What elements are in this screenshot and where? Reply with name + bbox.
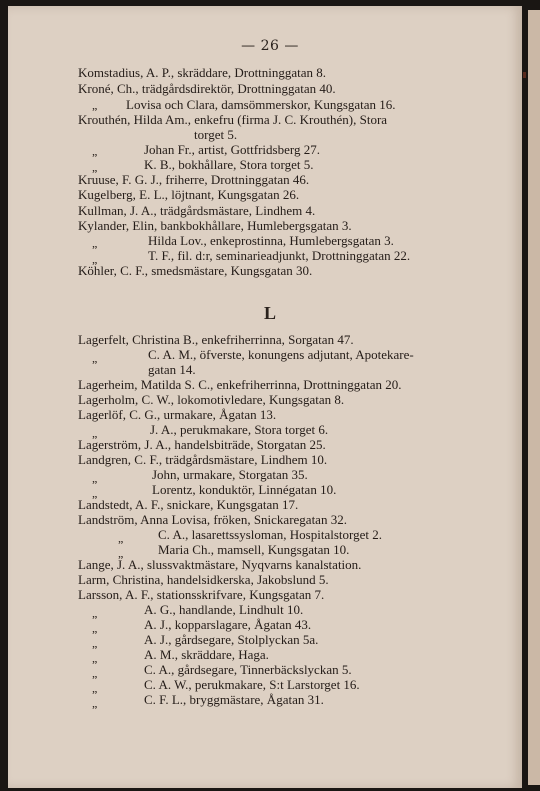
ditto-mark: „ xyxy=(92,252,98,266)
ditto-mark: „ xyxy=(92,696,98,710)
ditto-mark: „ xyxy=(92,351,98,365)
directory-entry: Kylander, Elin, bankbokhållare, Humlebergsgatan 3. xyxy=(78,218,352,233)
directory-entry: A. J., gårdsegare, Stolplyckan 5a. xyxy=(144,632,319,647)
ditto-mark: „ xyxy=(92,144,98,158)
directory-entry: J. A., perukmakare, Stora torget 6. xyxy=(150,422,329,437)
page-number: — 26 — xyxy=(241,38,299,54)
ditto-mark: „ xyxy=(92,606,98,620)
directory-entry: Krouthén, Hilda Am., enkefru (firma J. C. Krouthén), Stora xyxy=(78,112,388,127)
directory-entry: Lovisa och Clara, damsömmerskor, Kungsgatan 16. xyxy=(126,97,396,112)
adjacent-page-edge xyxy=(528,10,540,785)
directory-entry: Kroné, Ch., trädgårdsdirektör, Drottninggatan 40. xyxy=(78,81,336,96)
directory-entry: Lagerholm, C. W., lokomotivledare, Kungsgatan 8. xyxy=(78,392,345,407)
ditto-mark: „ xyxy=(118,531,124,545)
ditto-mark: „ xyxy=(92,471,98,485)
directory-entry: Hilda Lov., enkeprostinna, Humlebergsgatan 3. xyxy=(148,233,394,248)
ditto-mark: „ xyxy=(92,651,98,665)
directory-entry: A. M., skräddare, Haga. xyxy=(144,647,269,662)
directory-entry: T. F., fil. d:r, seminarieadjunkt, Drottninggatan 22. xyxy=(148,248,411,263)
ditto-mark: „ xyxy=(92,681,98,695)
directory-entry: C. A. W., perukmakare, S:t Larstorget 16. xyxy=(144,677,360,692)
directory-entry: Larm, Christina, handelsidkerska, Jakobslund 5. xyxy=(78,572,329,587)
directory-entry: C. F. L., bryggmästare, Ågatan 31. xyxy=(144,692,324,707)
directory-entry: C. A. M., öfverste, konungens adjutant, Apotekare- xyxy=(148,347,414,362)
ditto-mark: „ xyxy=(92,160,98,174)
directory-entry: Köhler, C. F., smedsmästare, Kungsgatan 30. xyxy=(78,263,313,278)
ditto-mark: „ xyxy=(118,546,124,560)
directory-entry: K. B., bokhållare, Stora torget 5. xyxy=(144,157,314,172)
directory-entry: Landström, Anna Lovisa, fröken, Snickaregatan 32. xyxy=(78,512,347,527)
ditto-mark: „ xyxy=(92,426,98,440)
directory-entry: Larsson, A. F., stationsskrifvare, Kungsgatan 7. xyxy=(78,587,325,602)
directory-entry-continuation: torget 5. xyxy=(194,127,238,142)
directory-entry: Lagerström, J. A., handelsbiträde, Storgatan 25. xyxy=(78,437,326,452)
directory-entry: Kugelberg, E. L., löjtnant, Kungsgatan 26. xyxy=(78,187,300,202)
directory-entry: Johan Fr., artist, Gottfridsberg 27. xyxy=(144,142,320,157)
directory-entry: Landgren, C. F., trädgårdsmästare, Lindhem 10. xyxy=(78,452,328,467)
directory-entry-continuation: gatan 14. xyxy=(148,362,196,377)
ditto-mark: „ xyxy=(92,486,98,500)
ditto-mark: „ xyxy=(92,236,98,250)
directory-entry: John, urmakare, Storgatan 35. xyxy=(152,467,308,482)
directory-entry: Landstedt, A. F., snickare, Kungsgatan 17. xyxy=(78,497,299,512)
directory-entry: Komstadius, A. P., skräddare, Drottninggatan 8. xyxy=(78,65,327,80)
directory-entry: Kullman, J. A., trädgårdsmästare, Lindhem 4. xyxy=(78,203,316,218)
directory-entry: C. A., gårdsegare, Tinnerbäckslyckan 5. xyxy=(144,662,352,677)
directory-entry: A. J., kopparslagare, Ågatan 43. xyxy=(144,617,312,632)
directory-entry: Lagerheim, Matilda S. C., enkefriherrinna, Drottninggatan 20. xyxy=(78,377,402,392)
directory-entry: Lagerlöf, C. G., urmakare, Ågatan 13. xyxy=(78,407,277,422)
ditto-mark: „ xyxy=(92,636,98,650)
directory-entry: A. G., handlande, Lindhult 10. xyxy=(144,602,304,617)
directory-entry: C. A., lasarettssysloman, Hospitalstorget 2. xyxy=(158,527,382,542)
ditto-mark: „ xyxy=(92,98,98,112)
ditto-mark: „ xyxy=(92,666,98,680)
directory-entry: Lange, J. A., slussvaktmästare, Nyqvarns kanalstation. xyxy=(78,557,362,572)
directory-entry: Maria Ch., mamsell, Kungsgatan 10. xyxy=(158,542,350,557)
directory-entry: Lorentz, konduktör, Linnégatan 10. xyxy=(152,482,337,497)
directory-entry: Lagerfelt, Christina B., enkefriherrinna, Sorgatan 47. xyxy=(78,332,354,347)
directory-entry: Kruuse, F. G. J., friherre, Drottninggatan 46. xyxy=(78,172,310,187)
ditto-mark: „ xyxy=(92,621,98,635)
page-edge-mark xyxy=(523,72,526,78)
section-letter: L xyxy=(263,303,276,323)
